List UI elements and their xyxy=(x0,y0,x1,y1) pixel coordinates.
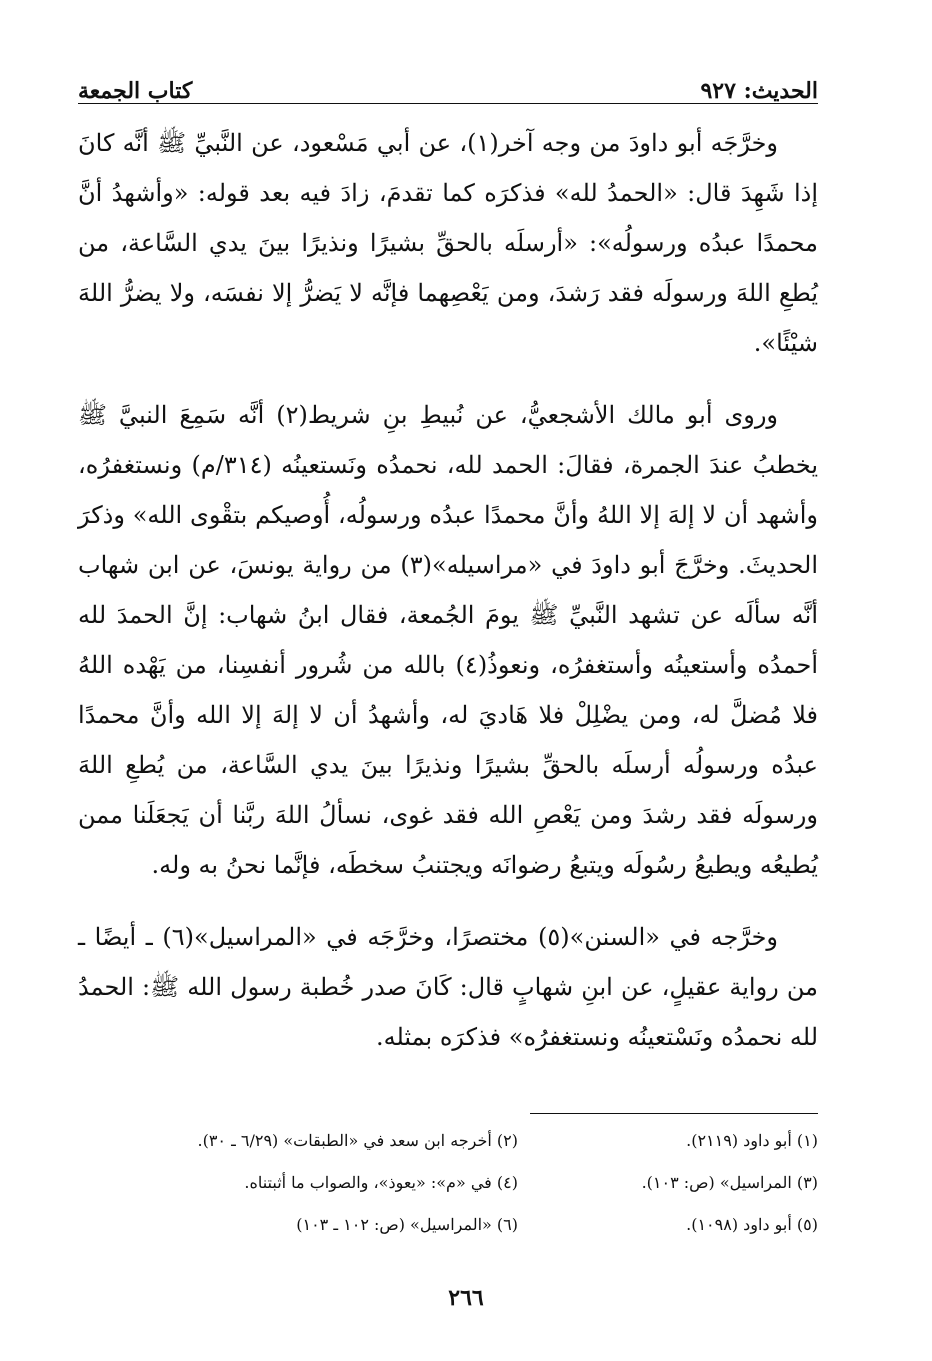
footnote-4: (٤) في «م»: «يعوذ»، والصواب ما أثبتناه. xyxy=(244,1173,518,1192)
header-divider xyxy=(78,103,818,104)
chapter-title: كتاب الجمعة xyxy=(78,78,193,104)
paragraph-2: وروى أبو مالك الأشجعيُّ، عن نُبيطِ بنِ شريط(٢) أنَّه سَمِعَ النبيَّ ﷺ يخطبُ عندَ الجمرة، فقالَ: الحمد لله، نحمدُه ونَستعينُه (٣١٤/م) ونستغفرُه، وأشهد أن لا إلهَ إلا اللهُ وأنَّ محمدًا عبدُه ورسولُه، أُوصيكم بتقْوى الله» وذكرَ الحديثَ. وخرَّجَ أبو داودَ في «مراسيله»(٣) من رواية يونسَ، عن ابن شهاب أنَّه سألَه عن تشهد النَّبيِّ ﷺ يومَ الجُمعة، فقال ابنُ شهاب: إنَّ الحمدَ لله أحمدُه وأستعينُه وأستغفرُه، ونعوذُ(٤) بالله من شُرور أنفسِنا، من يَهْده اللهُ فلا مُضلَّ له، ومن يضْلِلْ فلا هَاديَ له، وأشهدُ أن لا إلهَ إلا الله وأنَّ محمدًا عبدُه ورسولُه أرسلَه بالحقِّ بشيرًا ونذيرًا بينَ يدي السَّاعة، من يُطعِ اللهَ ورسولَه فقد رشدَ ومن يَعْصِ الله فقد غوى، نسألُ اللهَ ربَّنا أن يَجعَلَنا ممن يُطيعُه ويطيعُ رسُولَه ويتبعُ رضوانَه ويجتنبُ سخطَه، فإنَّما نحنُ به وله. xyxy=(78,401,819,879)
page-number: ٢٦٦ xyxy=(448,1285,484,1311)
footnotes xyxy=(78,1126,818,1240)
hadith-number-heading: الحديث: ٩٢٧ xyxy=(700,78,818,104)
paragraph-3: وخرَّجه في «السنن»(٥) مختصرًا، وخرَّجَه في «المراسيل»(٦) ـ أيضًا ـ من رواية عقيلٍ، عن ابنِ شهابٍ قال: كَانَ صدر خُطبة رسول الله ﷺ: الحمدُ لله نحمدُه ونَسْتعينُه ونستغفرُه» فذكرَه بمثله. xyxy=(78,923,818,1051)
footnote-6: (٦) «المراسيل» (ص: ١٠٢ ـ ١٠٣) xyxy=(296,1215,518,1234)
footnote-5: (٥) أبو داود (١٠٩٨). xyxy=(686,1215,818,1234)
main-text xyxy=(78,118,818,1084)
running-header xyxy=(78,70,818,104)
paragraph-1: وخرَّجَه أبو داودَ من وجه آخر(١)، عن أبي مَسْعود، عن النَّبيِّ ﷺ أنَّه كانَ إذا شَهِدَ قال: «الحمدُ لله» فذكرَه كما تقدمَ، زادَ فيه بعد قوله: «وأشهدُ أنَّ محمدًا عبدُه ورسولُه»: «أرسلَه بالحقِّ بشيرًا ونذيرًا بينَ يدي السَّاعة، من يُطعِ اللهَ ورسولَه فقد رَشدَ، ومن يَعْصِهما فإنَّه لا يَضرُّ إلا نفسَه، ولا يضرُّ اللهَ شيْئًا». xyxy=(78,129,819,357)
footnote-2: (٢) أخرجه ابن سعد في «الطبقات» (٦/٢٩ ـ ٣٠). xyxy=(197,1131,518,1150)
footnote-divider xyxy=(530,1113,818,1114)
footnote-3: (٣) المراسيل» (ص: ١٠٣). xyxy=(641,1173,818,1192)
footnote-1: (١) أبو داود (٢١١٩). xyxy=(686,1131,818,1150)
